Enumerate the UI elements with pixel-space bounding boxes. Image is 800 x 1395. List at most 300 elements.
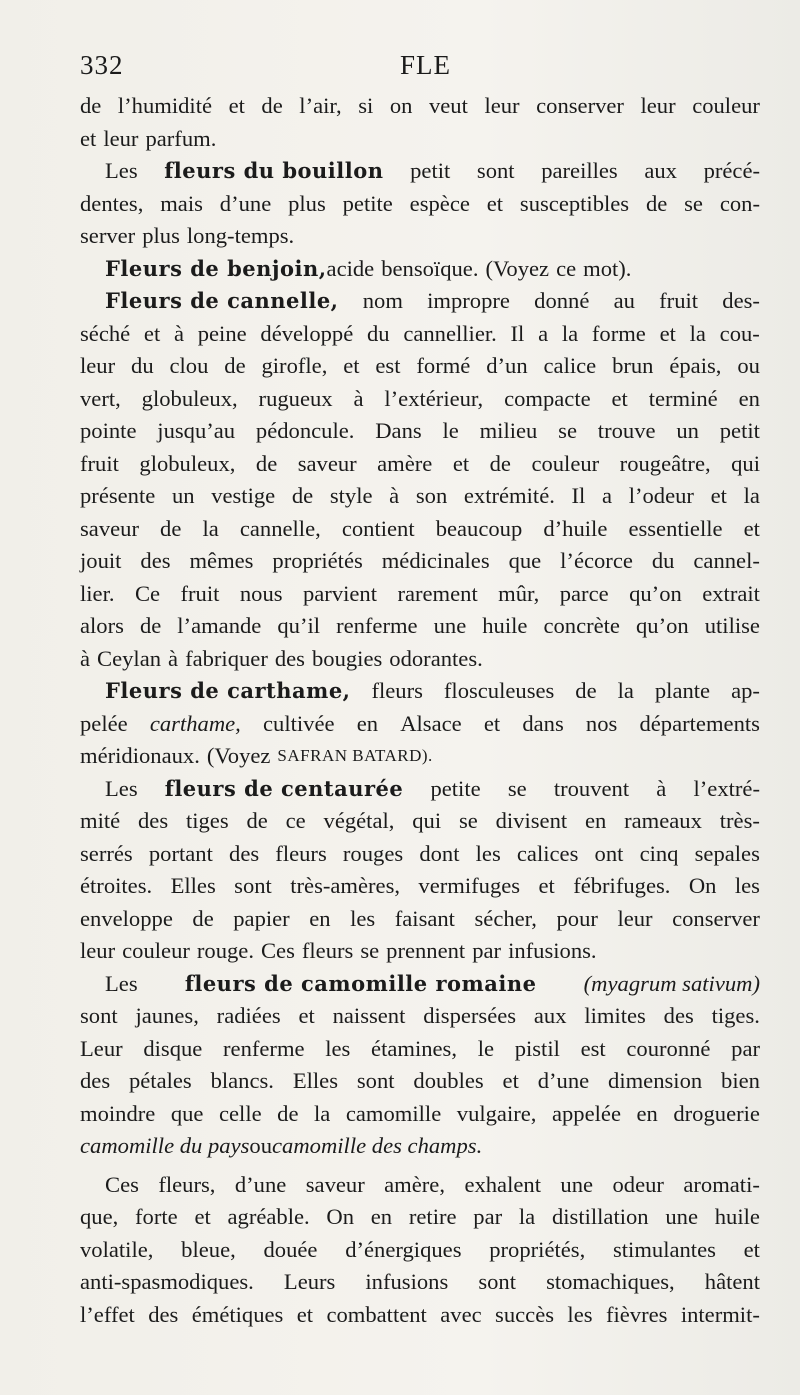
word: l’effet bbox=[80, 1301, 135, 1327]
word: d’une bbox=[219, 190, 272, 216]
running-head: FLE bbox=[400, 50, 452, 80]
text-line bbox=[80, 318, 760, 351]
word: saveur bbox=[297, 450, 357, 476]
word: si bbox=[358, 93, 374, 118]
word: odorantes. bbox=[389, 645, 483, 671]
word: séché bbox=[80, 320, 131, 346]
word: impropre bbox=[427, 288, 510, 313]
word: aux bbox=[644, 158, 677, 183]
word: de bbox=[645, 190, 668, 216]
word: rouges bbox=[342, 840, 404, 866]
word: ont bbox=[594, 840, 624, 866]
word: donné bbox=[534, 288, 590, 313]
word: ou bbox=[249, 1133, 273, 1158]
word: utilise bbox=[704, 613, 760, 638]
word: on bbox=[389, 93, 413, 118]
word: susceptibles bbox=[519, 190, 630, 216]
word: couleur bbox=[122, 938, 190, 963]
word: pour bbox=[556, 905, 598, 931]
text-line bbox=[80, 545, 760, 578]
word: camomille bbox=[345, 1100, 442, 1126]
word: con- bbox=[719, 190, 760, 216]
word: plante bbox=[654, 678, 711, 703]
text-line bbox=[80, 253, 760, 286]
word: de bbox=[255, 450, 278, 476]
word: compacte bbox=[504, 385, 591, 411]
word: se bbox=[458, 808, 478, 833]
word: style bbox=[329, 483, 373, 508]
word: et bbox=[194, 1204, 211, 1229]
word: long-temps. bbox=[186, 223, 295, 248]
word: d’énergiques bbox=[345, 1236, 462, 1262]
word: qu’il bbox=[277, 613, 321, 638]
word: et bbox=[143, 320, 161, 346]
word: mêmes bbox=[189, 548, 254, 573]
word: fleurs, bbox=[158, 1171, 216, 1197]
word: qu’on bbox=[629, 580, 682, 606]
word: l’extérieur, bbox=[384, 385, 484, 411]
word: jusqu’au bbox=[157, 418, 236, 443]
word: Leurs bbox=[283, 1269, 336, 1294]
word: ou bbox=[737, 353, 760, 378]
word: vestige bbox=[211, 483, 276, 508]
word: lier. bbox=[80, 580, 115, 606]
italic-term: carthame, bbox=[149, 710, 241, 736]
word: Elles bbox=[292, 1068, 338, 1093]
word: et bbox=[710, 483, 727, 508]
word: petit bbox=[719, 418, 760, 443]
word: celle bbox=[218, 1100, 262, 1126]
word: méridionaux. bbox=[80, 743, 200, 768]
word: concrète bbox=[543, 613, 620, 638]
entry-headword: Fleurs de benjoin, bbox=[105, 255, 327, 281]
word: très-amères, bbox=[290, 873, 401, 898]
word: ce bbox=[556, 255, 577, 281]
word: fleurs bbox=[275, 840, 327, 866]
word: renferme bbox=[336, 613, 418, 638]
page-number: 332 bbox=[80, 50, 124, 80]
word: (Voyez bbox=[485, 255, 550, 281]
word: clou bbox=[169, 353, 209, 378]
word: en bbox=[356, 710, 379, 736]
word: les bbox=[734, 873, 760, 898]
text-line bbox=[80, 740, 760, 773]
word: blancs. bbox=[210, 1068, 274, 1093]
word: flosculeuses bbox=[443, 678, 555, 703]
word: infusions bbox=[365, 1269, 449, 1294]
word: serrés bbox=[80, 840, 133, 866]
word: étamines, bbox=[371, 1035, 457, 1061]
word: très- bbox=[719, 808, 760, 833]
word: naissent bbox=[332, 1003, 406, 1028]
word: cannellier. bbox=[403, 320, 497, 346]
text-line bbox=[80, 1033, 760, 1066]
text-line bbox=[80, 805, 760, 838]
word: et bbox=[486, 190, 504, 216]
word: à bbox=[656, 775, 667, 801]
word: prennent bbox=[386, 938, 466, 963]
word: Les bbox=[105, 970, 138, 996]
word: qu’on bbox=[635, 613, 689, 638]
text-line bbox=[80, 1065, 760, 1098]
word: émétiques bbox=[191, 1301, 284, 1327]
word: sont bbox=[478, 1269, 516, 1294]
word: papier bbox=[233, 905, 290, 931]
word: fébrifuges. bbox=[573, 873, 671, 898]
word: fleurs bbox=[301, 938, 354, 963]
word: étroites. bbox=[80, 873, 153, 898]
word: contient bbox=[341, 515, 415, 541]
word: et bbox=[659, 320, 676, 346]
text-line bbox=[80, 1234, 760, 1267]
word: pointe bbox=[80, 418, 137, 443]
body-text bbox=[80, 90, 760, 1331]
word: pelée bbox=[80, 710, 128, 736]
word: qui bbox=[731, 450, 760, 476]
word: présente bbox=[80, 483, 156, 508]
word: de bbox=[277, 1100, 299, 1126]
word: conserver bbox=[672, 905, 760, 931]
word: renferme bbox=[223, 1035, 305, 1061]
text-line bbox=[80, 188, 760, 221]
text-line bbox=[80, 123, 760, 156]
word: la bbox=[561, 320, 579, 346]
word: calice bbox=[543, 353, 597, 378]
word: Ces bbox=[260, 938, 295, 963]
word: que bbox=[508, 548, 542, 573]
word: d’un bbox=[486, 353, 528, 378]
word: a bbox=[602, 483, 613, 508]
text-line bbox=[80, 773, 760, 806]
word: du bbox=[367, 320, 390, 346]
word: trouvent bbox=[553, 775, 630, 801]
word: dans bbox=[522, 710, 564, 736]
word: une bbox=[560, 1171, 594, 1197]
word: en bbox=[370, 1204, 393, 1229]
word: sont bbox=[476, 158, 515, 183]
word: ce bbox=[285, 808, 306, 833]
word: sont bbox=[234, 873, 272, 898]
word: et bbox=[483, 710, 501, 736]
text-line bbox=[80, 870, 760, 903]
word: extrémité. bbox=[463, 483, 555, 508]
text-line bbox=[80, 90, 760, 123]
word: On bbox=[688, 873, 717, 898]
word: acide bbox=[326, 255, 375, 281]
word: couleur bbox=[531, 450, 600, 476]
word: bleue, bbox=[181, 1236, 236, 1262]
word: cultivée bbox=[263, 710, 335, 736]
word: retire bbox=[408, 1204, 457, 1229]
word: à bbox=[168, 645, 179, 671]
text-line bbox=[80, 220, 760, 253]
text-line bbox=[80, 1169, 760, 1202]
word: que, bbox=[80, 1204, 119, 1229]
word: stomachiques, bbox=[546, 1269, 675, 1294]
word: amère bbox=[377, 450, 433, 476]
word: les bbox=[475, 840, 501, 866]
text-line bbox=[80, 968, 760, 1001]
word: douée bbox=[263, 1236, 318, 1262]
word: tiges. bbox=[711, 1003, 760, 1028]
text-line bbox=[80, 935, 760, 968]
word: milieu bbox=[479, 418, 538, 443]
text-line bbox=[80, 903, 760, 936]
word: des bbox=[148, 1301, 179, 1327]
word: sepales bbox=[694, 840, 760, 866]
word: beaucoup bbox=[435, 515, 523, 541]
word: fruit bbox=[80, 450, 119, 476]
word: de bbox=[246, 808, 268, 833]
word: jaunes, bbox=[135, 1003, 199, 1028]
word: de bbox=[489, 450, 511, 476]
word: médicinales bbox=[381, 548, 490, 573]
word: des bbox=[274, 645, 305, 671]
italic-term: camomille du pays bbox=[80, 1133, 250, 1158]
word: leur bbox=[80, 938, 116, 963]
word: et bbox=[296, 1301, 314, 1327]
word: odeur bbox=[612, 1171, 664, 1197]
text-line bbox=[80, 708, 760, 741]
word: huile bbox=[714, 1204, 760, 1229]
word: distillation bbox=[551, 1204, 649, 1229]
word: forte bbox=[135, 1204, 178, 1229]
word: (Voyez bbox=[206, 743, 271, 768]
text-line bbox=[80, 1000, 760, 1033]
word: Elles bbox=[170, 873, 216, 898]
word: peine bbox=[197, 320, 247, 346]
word: l’extré- bbox=[693, 775, 760, 801]
word: de bbox=[261, 93, 283, 118]
word: essentielle bbox=[628, 515, 723, 541]
word: nom bbox=[362, 288, 403, 313]
text-line bbox=[80, 675, 760, 708]
word: couleur bbox=[692, 93, 760, 118]
word: nous bbox=[239, 580, 283, 606]
word: une bbox=[433, 613, 467, 638]
word: faisant bbox=[394, 905, 455, 931]
word: qui bbox=[412, 808, 442, 833]
word: server bbox=[80, 223, 136, 248]
entry-headword: fleurs de camomille romaine bbox=[184, 970, 537, 996]
word: ap- bbox=[731, 678, 760, 703]
cross-reference: SAFRAN BATARD). bbox=[277, 746, 433, 765]
word: vert, bbox=[80, 385, 121, 411]
word: mité bbox=[80, 808, 121, 833]
word: saveur bbox=[305, 1171, 365, 1197]
word: une bbox=[665, 1204, 698, 1229]
word: et bbox=[502, 1068, 519, 1093]
word: bensoïque. bbox=[381, 255, 479, 281]
text-line bbox=[80, 448, 760, 481]
word: saveur bbox=[80, 515, 139, 541]
word: fruit bbox=[180, 580, 220, 606]
word: calices bbox=[516, 840, 579, 866]
word: brun bbox=[612, 353, 654, 378]
word: leur bbox=[617, 905, 653, 931]
word: épais, bbox=[669, 353, 722, 378]
word: huile bbox=[482, 613, 528, 638]
word: sécher, bbox=[474, 905, 537, 931]
word: petit bbox=[410, 158, 451, 183]
word: des bbox=[138, 808, 169, 833]
word: et bbox=[538, 873, 555, 898]
word: et bbox=[611, 385, 628, 411]
word: par bbox=[473, 1204, 503, 1229]
word: et bbox=[343, 353, 360, 378]
word: parfum. bbox=[145, 125, 217, 151]
word: Dans bbox=[375, 418, 422, 443]
word: développé bbox=[260, 320, 354, 346]
word: combattent bbox=[326, 1301, 427, 1327]
word: se bbox=[360, 938, 380, 963]
word: fabriquer bbox=[185, 645, 268, 671]
word: un bbox=[171, 483, 195, 508]
word: de bbox=[160, 515, 182, 541]
word: d’une bbox=[537, 1068, 590, 1093]
word: tiges bbox=[185, 808, 229, 833]
word: à bbox=[353, 385, 364, 411]
word: l’humidité bbox=[117, 93, 213, 118]
word: de bbox=[224, 353, 246, 378]
word: est bbox=[580, 1035, 606, 1061]
word: en bbox=[636, 1100, 658, 1126]
word: amère, bbox=[384, 1171, 445, 1197]
word: départements bbox=[639, 710, 760, 736]
word: à bbox=[173, 320, 184, 346]
word: de bbox=[575, 678, 597, 703]
word: en bbox=[738, 385, 760, 411]
word: vermifuges bbox=[418, 873, 521, 898]
word: d’huile bbox=[543, 515, 608, 541]
word: formé bbox=[416, 353, 471, 378]
text-line bbox=[80, 350, 760, 383]
word: mûr, bbox=[498, 580, 540, 606]
word: dispersées bbox=[423, 1003, 517, 1028]
text-line bbox=[80, 1098, 760, 1131]
word: petite bbox=[342, 190, 393, 216]
word: vulgaire, bbox=[456, 1100, 537, 1126]
word: couronné bbox=[626, 1035, 711, 1061]
text-line bbox=[80, 578, 760, 611]
word: Les bbox=[105, 158, 138, 183]
word: en bbox=[309, 905, 331, 931]
word: parce bbox=[559, 580, 609, 606]
word: la bbox=[743, 483, 760, 508]
word: avec bbox=[440, 1301, 482, 1327]
word: Ces bbox=[105, 1171, 139, 1197]
word: mais bbox=[160, 190, 203, 216]
word: cannelle, bbox=[239, 515, 321, 541]
word: petite bbox=[430, 775, 481, 801]
word: nos bbox=[585, 710, 618, 736]
word: les bbox=[567, 1301, 593, 1327]
word: la bbox=[202, 515, 219, 541]
text-line bbox=[80, 1299, 760, 1332]
word: plus bbox=[288, 190, 326, 216]
word: la bbox=[617, 678, 634, 703]
word: doubles bbox=[413, 1068, 484, 1093]
word: par bbox=[472, 938, 502, 963]
word: rugueux bbox=[258, 385, 333, 411]
text-line bbox=[80, 1201, 760, 1234]
word: moindre bbox=[80, 1100, 156, 1126]
word: aux bbox=[533, 1003, 567, 1028]
entry-headword: Fleurs de carthame, bbox=[105, 678, 351, 703]
text-line bbox=[80, 610, 760, 643]
word: girofle, bbox=[261, 353, 328, 378]
word: du bbox=[131, 353, 154, 378]
word: exhalent bbox=[464, 1171, 541, 1197]
word: Ceylan bbox=[97, 645, 162, 671]
word: a bbox=[538, 320, 549, 346]
word: pédoncule. bbox=[255, 418, 355, 443]
word: forme bbox=[591, 320, 646, 346]
word: végétal, bbox=[323, 808, 395, 833]
word: leur bbox=[640, 93, 676, 118]
word: le bbox=[477, 1035, 494, 1061]
word: terminé bbox=[648, 385, 718, 411]
entry-headword: fleurs de centaurée bbox=[164, 775, 404, 801]
word: des bbox=[80, 1068, 111, 1093]
word: aromati- bbox=[683, 1171, 760, 1197]
word: de bbox=[192, 905, 214, 931]
word: un bbox=[676, 418, 699, 443]
italic-term: (myagrum sativum) bbox=[583, 970, 760, 996]
word: l’air, bbox=[299, 93, 342, 118]
word: rarement bbox=[397, 580, 478, 606]
word: des- bbox=[722, 288, 760, 313]
word: pétales bbox=[128, 1068, 192, 1093]
word: et bbox=[452, 450, 470, 476]
word: leur bbox=[103, 125, 139, 151]
word: et bbox=[228, 93, 245, 118]
word: Les bbox=[105, 775, 138, 801]
word: sont bbox=[356, 1068, 395, 1093]
word: espèce bbox=[409, 190, 470, 216]
word: et bbox=[80, 125, 97, 151]
word: la bbox=[518, 1204, 536, 1229]
word: intermit- bbox=[680, 1301, 760, 1327]
word: sont bbox=[80, 1003, 118, 1028]
text-line bbox=[80, 643, 760, 676]
word: les bbox=[325, 1035, 351, 1061]
word: On bbox=[326, 1204, 355, 1229]
word: se bbox=[507, 775, 527, 801]
word: en bbox=[584, 808, 607, 833]
word: stimulantes bbox=[612, 1236, 716, 1262]
text-line bbox=[80, 838, 760, 871]
word: des bbox=[140, 548, 171, 573]
word: et bbox=[743, 515, 760, 541]
word: jouit bbox=[80, 548, 122, 573]
word: radiées bbox=[216, 1003, 281, 1028]
word: des bbox=[663, 1003, 694, 1028]
word: les bbox=[350, 905, 376, 931]
word: plus bbox=[142, 223, 180, 248]
word: à bbox=[80, 645, 91, 671]
word: volatile, bbox=[80, 1236, 154, 1262]
word: cannel- bbox=[693, 548, 760, 573]
word: précé- bbox=[703, 158, 760, 183]
word: son bbox=[415, 483, 448, 508]
word: succès bbox=[495, 1301, 555, 1327]
word: est bbox=[375, 353, 401, 378]
word: Alsace bbox=[400, 710, 462, 736]
word: l’odeur bbox=[628, 483, 694, 508]
word: dont bbox=[419, 840, 460, 866]
word: leur bbox=[484, 93, 520, 118]
